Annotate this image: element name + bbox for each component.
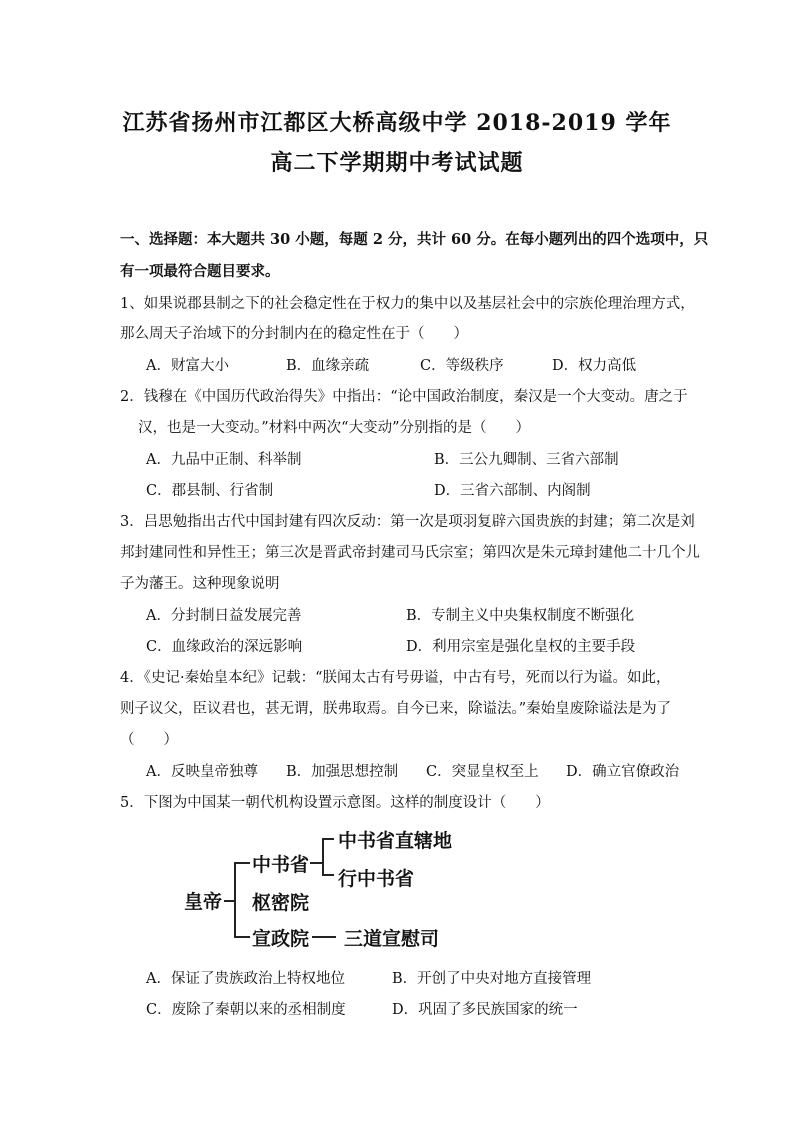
q3-option-c[interactable]: C．血缘政治的深远影响 <box>146 639 303 655</box>
org-node-pacification-office: 三道宣慰司 <box>344 928 440 950</box>
q2-option-a[interactable]: A．九品中正制、科举制 <box>146 452 302 468</box>
org-connector <box>322 838 324 876</box>
org-node-xuanzhengyuan: 宣政院 <box>252 928 310 950</box>
q4-stem-line3: （ ） <box>120 732 178 748</box>
q5-option-b[interactable]: B．开创了中央对地方直接管理 <box>392 971 592 987</box>
org-node-zhongshusheng: 中书省 <box>252 854 310 876</box>
q3-stem-line3: 子为藩王。这种现象说明 <box>120 576 280 592</box>
org-connector <box>322 838 334 840</box>
section-instructions-line1: 一、选择题：本大题共 30 小题，每题 2 分，共计 60 分。在每小题列出的四个选项中，只 <box>120 231 709 248</box>
org-node-shumiyuan: 枢密院 <box>252 892 310 914</box>
q3-option-b[interactable]: B．专制主义中央集权制度不断强化 <box>406 608 635 624</box>
org-connector <box>234 862 236 938</box>
q1-stem-line1: 1、如果说郡县制之下的社会稳定性在于权力的集中以及基层社会中的宗族伦理治理方式， <box>120 296 695 312</box>
q2-option-d[interactable]: D．三省六部制、内阁制 <box>434 483 591 499</box>
org-connector <box>224 900 234 902</box>
section-instructions-line2: 有一项最符合题目要求。 <box>120 263 280 280</box>
q4-stem-line1: 4．《史记·秦始皇本纪》记载：“朕闻太古有号毋谥，中古有号，死而以行为谥。如此， <box>120 670 671 686</box>
q1-stem-line2: 那么周天子治域下的分封制内在的稳定性在于（ ） <box>120 326 468 342</box>
q2-option-b[interactable]: B．三公九卿制、三省六部制 <box>434 452 619 468</box>
org-node-direct-region: 中书省直辖地 <box>338 830 453 852</box>
q4-option-d[interactable]: D．确立官僚政治 <box>566 764 680 780</box>
org-node-provincial: 行中书省 <box>338 868 415 890</box>
org-connector <box>312 936 336 938</box>
org-connector <box>322 874 334 876</box>
org-connector <box>234 936 250 938</box>
exam-title-line1: 江苏省扬州市江都区大桥高级中学 2018-2019 学年 <box>122 110 672 136</box>
q5-org-chart <box>180 822 480 952</box>
exam-title-line2: 高二下学期期中考试试题 <box>270 150 524 176</box>
q3-option-a[interactable]: A．分封制日益发展完善 <box>146 608 302 624</box>
q5-option-c[interactable]: C．废除了秦朝以来的丞相制度 <box>146 1002 346 1018</box>
q1-option-d[interactable]: D．权力高低 <box>552 358 637 374</box>
q5-stem-line1: 5．下图为中国某一朝代机构设置示意图。这样的制度设计（ ） <box>120 795 550 811</box>
q1-option-a[interactable]: A．财富大小 <box>146 358 229 374</box>
q3-option-d[interactable]: D．利用宗室是强化皇权的主要手段 <box>406 639 636 655</box>
q1-option-b[interactable]: B．血缘亲疏 <box>286 358 370 374</box>
q4-option-a[interactable]: A．反映皇帝独尊 <box>146 764 258 780</box>
q3-stem-line1: 3．吕思勉指出古代中国封建有四次反动：第一次是项羽复辟六国贵族的封建；第二次是刘 <box>120 514 695 530</box>
q2-stem-line2: 汉，也是一大变动。”材料中两次“大变动”分别指的是（ ） <box>138 420 530 436</box>
q3-stem-line2: 邦封建同性和异性王；第三次是晋武帝封建司马氏宗室；第四次是朱元璋封建他二十几个儿 <box>120 545 700 561</box>
q5-option-d[interactable]: D．巩固了多民族国家的统一 <box>392 1002 578 1018</box>
org-connector <box>310 862 322 864</box>
org-node-emperor: 皇帝 <box>184 891 223 913</box>
q4-stem-line2: 则子议父，臣议君也，甚无谓，朕弗取焉。自今已来，除谥法。”秦始皇废除谥法是为了 <box>120 701 672 717</box>
q5-option-a[interactable]: A．保证了贵族政治上特权地位 <box>146 971 345 987</box>
q2-stem-line1: 2．钱穆在《中国历代政治得失》中指出：“论中国政治制度，秦汉是一个大变动。唐之于 <box>120 389 688 405</box>
q2-option-c[interactable]: C．郡县制、行省制 <box>146 483 274 499</box>
q1-option-c[interactable]: C．等级秩序 <box>420 358 504 374</box>
q4-option-b[interactable]: B．加强思想控制 <box>286 764 399 780</box>
org-connector <box>234 862 250 864</box>
q4-option-c[interactable]: C．突显皇权至上 <box>426 764 539 780</box>
